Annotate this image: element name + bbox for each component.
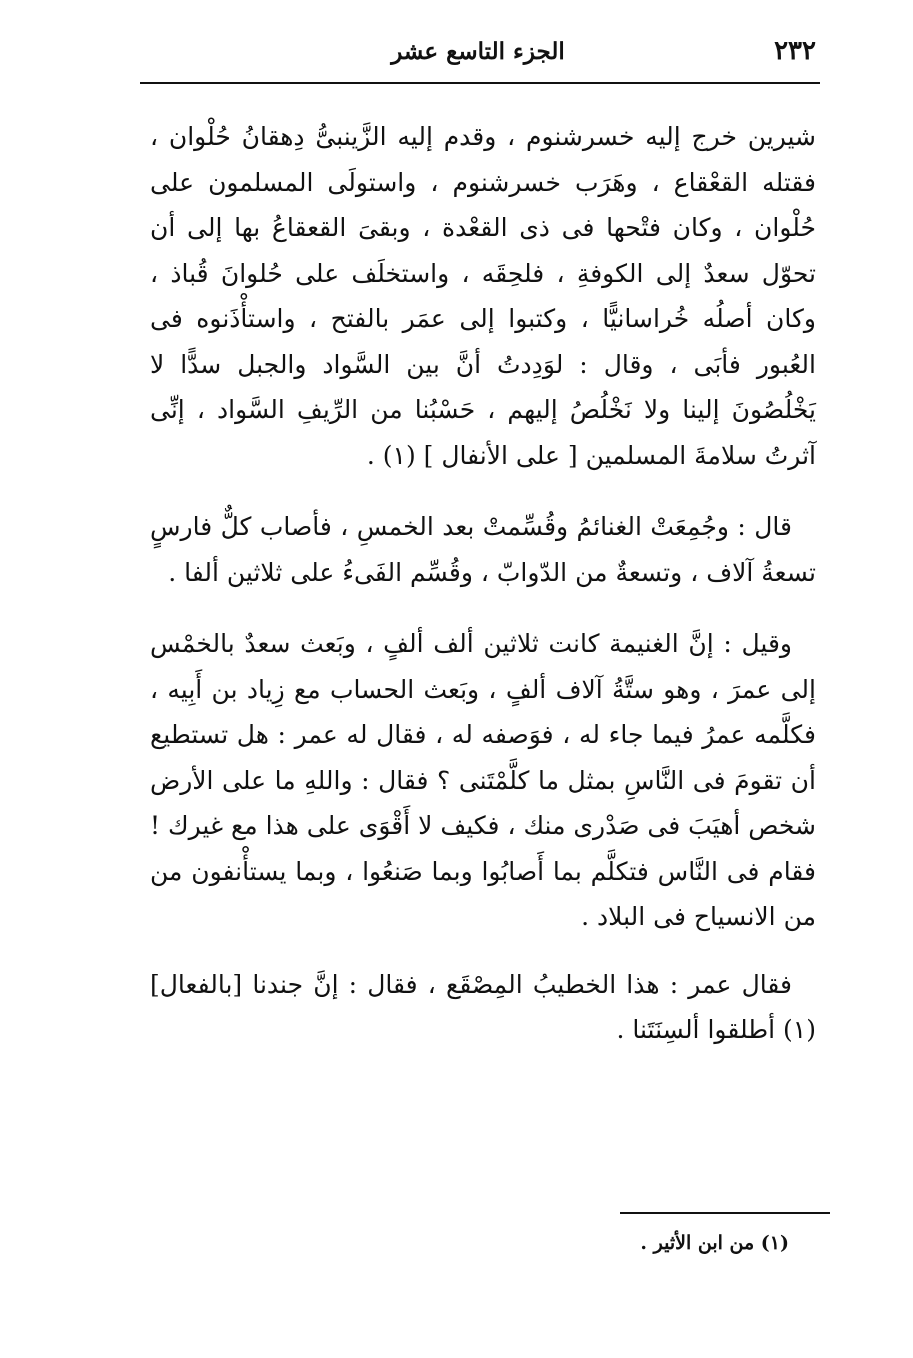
page-number: ٢٣٢ [774,36,816,66]
paragraph: قال : وجُمِعَتْ الغنائمُ وقُسِّمتْ بعد الخمسِ ، فأصاب كلٌّ فارسٍ تسعةُ آلاف ، وتسعةٌ من الدّوابّ ، وقُسِّم الفَىءُ على ثلاثين ألفا . [150,512,816,587]
page-header [140,36,816,76]
running-title: الجزء التاسع عشر [391,38,565,65]
paragraph: وقيل : إنَّ الغنيمة كانت ثلاثين ألف ألفٍ ، وبَعث سعدٌ بالخمْس إلى عمرَ ، وهو ستَّةُ آلاف ألفٍ ، وبَعث الحساب مع زِياد بن أَبِيه ، فكلَّمه عمرُ فيما جاء له ، فوَصفه له ، فقال له عمر : هل تستطيع أن تقومَ فى النَّاسِ بمثل ما كلَّمْتَنى ؟ فقال : واللهِ ما على الأرض شخص أهيَبَ فى صَدْرى منك ، فكيف لا أَقْوَى على هذا مع غيرك ! فقام فى النَّاس فتكلَّم بما أَصابُوا وبما صَنعُوا ، وبما يستأْنفون من من الانسياح فى البلاد . [150,629,816,931]
footnote-divider [620,1212,830,1214]
footnote: (١) من ابن الأثير . [640,1232,789,1254]
paragraph: فقال عمر : هذا الخطيبُ المِصْقَع ، فقال : إنَّ جندنا [بالفعال] (١) أطلقوا ألسِنَتَنا . [150,969,816,1044]
header-divider [140,82,820,84]
main-text [150,114,816,1053]
paragraph: شيرين خرج إليه خسرشنوم ، وقدم إليه الزَّينبىُّ دِهقانُ حُلْوان ، فقتله القعْقاع ، وهَرَب خسرشنوم ، واستولَى المسلمون على حُلْوان ، وكان فتْحها فى ذى القعْدة ، وبقىَ القعقاعُ بها إلى أن تحوّل سعدٌ إلى الكوفةِ ، فلحِقَه ، واستخلَف على حُلوانَ قُباذ ، وكان أصلُه خُراسانيًّا ، وكتبوا إلى عمَر بالفتح ، واستأْذَنوه فى العُبور فأبَى ، وقال : لوَدِدتُ أنَّ بين السَّواد والجبل سدًّا لا يَخْلُصُونَ إلينا ولا نَخْلُصُ إليهم ، حَسْبُنا من الرِّيفِ السَّواد ، إنِّى آثرتُ سلامةَ المسلمين [ على الأنفال ] (١) . [150,122,816,470]
